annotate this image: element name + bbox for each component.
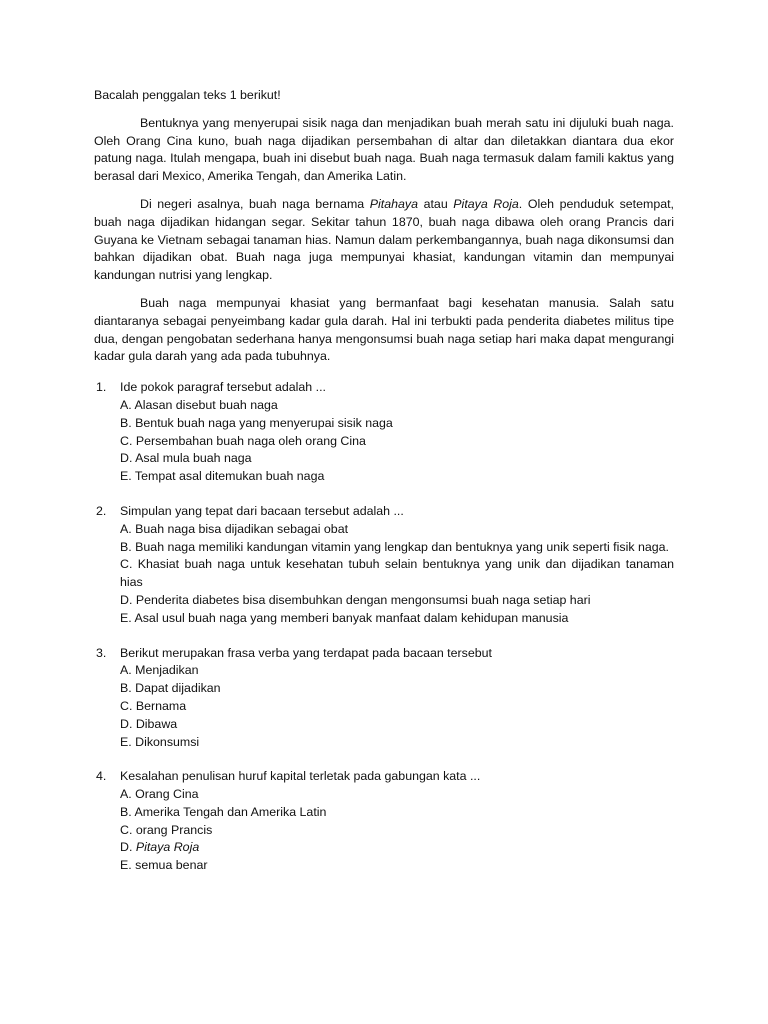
option-e: E. Asal usul buah naga yang memberi banyak manfaat dalam kehidupan manusia <box>120 610 569 625</box>
paragraph-2-italic-pitahaya: Pitahaya <box>369 196 419 211</box>
question-stem: Kesalahan penulisan huruf kapital terletak pada gabungan kata ... <box>120 769 481 784</box>
option-a: A. Buah naga bisa dijadikan sebagai obat <box>120 521 349 536</box>
question-stem: Berikut merupakan frasa verba yang terdapat pada bacaan tersebut <box>120 645 492 660</box>
option-e: E. semua benar <box>120 858 208 873</box>
option-d <box>120 839 674 857</box>
paragraph-2-text-c: . Oleh penduduk setempat, buah naga dijadikan hidangan segar. Sekitar tahun 1870, buah naga dibawa oleh orang Prancis dari Guyana ke Vietnam sebagai tanaman hias. Namun dalam perkembangannya, buah naga dikonsumsi dan bahkan dijadikan obat. Buah naga juga mempunyai khasiat, kandungan vitamin dan mempunyai kandungan nutrisi yang lengkap. <box>94 196 674 283</box>
question-number: 1. <box>96 380 107 395</box>
paragraph-1: Bentuknya yang menyerupai sisik naga dan menjadikan buah merah satu ini dijuluki buah naga. Oleh Orang Cina kuno, buah naga dijadikan persembahan di altar dan diletakkan diantara dua ekor patung naga. Itulah mengapa, buah ini disebut buah naga. Buah naga termasuk dalam famili kaktus yang berasal dari Mexico, Amerika Tengah, dan Amerika Latin. <box>94 115 674 184</box>
question-list <box>94 379 674 875</box>
option-e: E. Dikonsumsi <box>120 734 200 749</box>
question-1 <box>94 379 674 486</box>
option-a: A. Orang Cina <box>120 787 199 802</box>
question-number: 3. <box>96 645 107 660</box>
option-d: D. Penderita diabetes bisa disembuhkan dengan mengonsumsi buah naga setiap hari <box>120 592 591 607</box>
paragraph-2-text-b: atau <box>418 196 454 211</box>
option-c: C. Khasiat buah naga untuk kesehatan tubuh selain bentuknya yang unik dan dijadikan tanaman hias <box>120 557 674 590</box>
question-2 <box>94 503 674 628</box>
option-b: B. Buah naga memiliki kandungan vitamin yang lengkap dan bentuknya yang unik seperti fisik naga. <box>120 539 669 554</box>
paragraph-3: Buah naga mempunyai khasiat yang bermanfaat bagi kesehatan manusia. Salah satu diantaranya sebagai penyeimbang kadar gula darah. Hal ini terbukti pada penderita diabetes militus tipe dua, dengan pengobatan sederhana hanya mengonsumsi buah naga setiap hari maka dapat mengurangi kadar gula darah yang ada pada tubuhnya. <box>94 295 674 364</box>
option-c: C. orang Prancis <box>120 822 213 837</box>
option-c: C. Bernama <box>120 698 187 713</box>
option-b: B. Amerika Tengah dan Amerika Latin <box>120 804 327 819</box>
paragraph-2-text-a: Di negeri asalnya, buah naga bernama <box>140 196 370 211</box>
option-a: A. Menjadikan <box>120 663 199 678</box>
question-number: 2. <box>96 503 107 518</box>
option-c: C. Persembahan buah naga oleh orang Cina <box>120 433 366 448</box>
question-4 <box>94 768 674 875</box>
document-content <box>94 87 674 892</box>
option-d-italic-text: Pitaya Roja <box>135 840 200 855</box>
option-d-prefix: D. <box>120 840 136 855</box>
option-b: B. Bentuk buah naga yang menyerupai sisik naga <box>120 415 393 430</box>
question-number: 4. <box>96 769 107 784</box>
question-stem: Simpulan yang tepat dari bacaan tersebut adalah ... <box>120 503 404 518</box>
option-e: E. Tempat asal ditemukan buah naga <box>120 469 325 484</box>
question-3 <box>94 645 674 752</box>
option-d: D. Asal mula buah naga <box>120 451 252 466</box>
paragraph-2-italic-pitaya-roja: Pitaya Roja <box>453 196 519 211</box>
instruction-heading: Bacalah penggalan teks 1 berikut! <box>94 88 281 102</box>
question-stem: Ide pokok paragraf tersebut adalah ... <box>120 380 326 395</box>
option-a: A. Alasan disebut buah naga <box>120 397 278 412</box>
option-b: B. Dapat dijadikan <box>120 681 221 696</box>
option-d: D. Dibawa <box>120 716 178 731</box>
paragraph-2 <box>94 196 674 285</box>
